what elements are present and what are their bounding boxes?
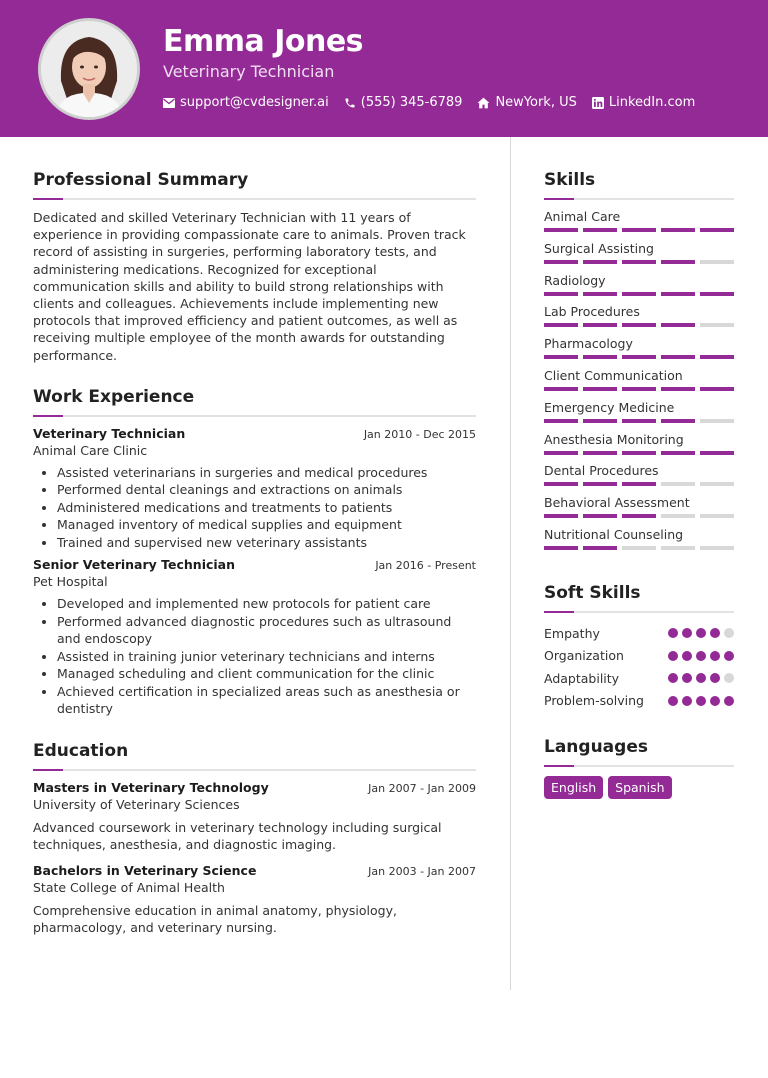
section-rule (544, 765, 734, 767)
skill-level-bar (544, 387, 734, 391)
skill-item (544, 368, 734, 400)
skill-item (544, 495, 734, 527)
job-company: Animal Care Clinic (33, 442, 148, 458)
rating-dot (668, 673, 678, 683)
summary-section (33, 170, 476, 364)
skill-level-bar (544, 323, 734, 327)
skill-name: Radiology (544, 272, 606, 288)
soft-skill-item (544, 622, 734, 645)
skill-level-segment (544, 451, 578, 455)
rating-dot (682, 628, 692, 638)
soft-skills-list (544, 622, 734, 712)
skills-section (544, 170, 734, 559)
rating-dot (668, 696, 678, 706)
skill-item (544, 432, 734, 464)
job-company: Pet Hospital (33, 574, 108, 590)
home-icon (477, 97, 490, 109)
skill-level-bar (544, 419, 734, 423)
skill-level-segment (661, 419, 695, 423)
skill-level-segment (583, 355, 617, 359)
skill-item (544, 304, 734, 336)
skill-level-segment (661, 323, 695, 327)
skill-level-segment (583, 387, 617, 391)
education-degree: Masters in Veterinary Technology (33, 779, 269, 795)
section-rule (33, 769, 476, 771)
education-dates: Jan 2003 - Jan 2007 (368, 864, 476, 878)
skill-level-segment (622, 355, 656, 359)
skill-level-segment (544, 546, 578, 550)
skill-level-segment (544, 387, 578, 391)
soft-skill-rating (668, 696, 734, 706)
skill-name: Nutritional Counseling (544, 526, 684, 542)
job-bullet: • Assisted in training junior veterinary technicians and interns (57, 648, 476, 666)
skill-level-segment (544, 355, 578, 359)
summary-text: Dedicated and skilled Veterinary Technician with 11 years of experience in providing compassionate care to animals. Proven track record of assisting in surgeries, performing laboratory tests, and administering medications. Recognized for exceptional communication skills and ability to build strong relationships with clients and colleagues. Achievements include implementing new protocols that improved efficiency and patient outcomes, as well as receiving multiple employee of the month awards for outstanding performance. (33, 210, 466, 363)
rating-dot (724, 628, 734, 638)
skill-level-segment (661, 451, 695, 455)
skill-item (544, 527, 734, 559)
skill-level-segment (544, 323, 578, 327)
skill-level-bar (544, 292, 734, 296)
skill-level-segment (622, 228, 656, 232)
education-description: Comprehensive education in animal anatomy, physiology, pharmacology, and veterinary nursing. (33, 902, 397, 936)
job-entry (33, 426, 476, 552)
education-school: State College of Animal Health (33, 879, 225, 895)
skill-level-bar (544, 355, 734, 359)
skill-level-segment (583, 228, 617, 232)
soft-skill-name: Organization (544, 648, 624, 664)
skill-level-segment (583, 419, 617, 423)
job-dates: Jan 2016 - Present (375, 559, 476, 573)
job-bullet: • Administered medications and treatments to patients (57, 499, 476, 517)
job-dates: Jan 2010 - Dec 2015 (363, 427, 476, 441)
job-bullet: • Developed and implemented new protocols for patient care (57, 595, 476, 613)
rating-dot (668, 628, 678, 638)
rating-dot (710, 673, 720, 683)
contact-linkedin-text: LinkedIn.com (608, 95, 696, 110)
rating-dot (710, 696, 720, 706)
skill-level-segment (700, 546, 734, 550)
skill-level-bar (544, 260, 734, 264)
languages-heading: Languages (544, 736, 648, 757)
skill-level-segment (622, 387, 656, 391)
job-bullet: • Assisted veterinarians in surgeries and medical procedures (57, 464, 476, 482)
contact-phone[interactable] (344, 95, 463, 110)
job-bullets (33, 464, 476, 552)
education-entry (33, 863, 476, 937)
job-bullet: • Managed inventory of medical supplies and equipment (57, 516, 476, 534)
skill-level-segment (661, 387, 695, 391)
skill-level-segment (544, 419, 578, 423)
skill-level-segment (544, 514, 578, 518)
contact-location-text: NewYork, US (495, 95, 577, 110)
skill-name: Client Communication (544, 367, 683, 383)
job-bullet: • Trained and supervised new veterinary assistants (57, 534, 476, 552)
skill-level-segment (622, 451, 656, 455)
skill-level-segment (622, 260, 656, 264)
job-bullet: • Managed scheduling and client communication for the clinic (57, 665, 476, 683)
education-degree: Bachelors in Veterinary Science (33, 862, 257, 878)
rating-dot (682, 673, 692, 683)
contact-list (163, 95, 695, 110)
job-bullets (33, 595, 476, 718)
linkedin-icon (592, 97, 604, 109)
languages-section (544, 737, 734, 799)
skill-level-bar (544, 546, 734, 550)
header (0, 0, 768, 137)
skill-level-segment (583, 546, 617, 550)
rating-dot (724, 696, 734, 706)
skill-item (544, 209, 734, 241)
skill-level-segment (622, 514, 656, 518)
skill-level-bar (544, 482, 734, 486)
contact-email-text: support@cvdesigner.ai (180, 95, 329, 110)
skill-name: Emergency Medicine (544, 399, 675, 415)
rating-dot (710, 651, 720, 661)
rating-dot (724, 651, 734, 661)
skill-level-segment (583, 323, 617, 327)
skill-name: Dental Procedures (544, 463, 659, 479)
job-bullet: • Achieved certification in specialized areas such as anesthesia or dentistry (57, 683, 476, 718)
skill-level-segment (661, 292, 695, 296)
candidate-title: Veterinary Technician (163, 62, 335, 81)
contact-location (477, 95, 576, 110)
skill-level-segment (544, 228, 578, 232)
profile-photo (41, 21, 137, 117)
job-title: Veterinary Technician (33, 425, 186, 441)
contact-linkedin[interactable] (592, 95, 695, 110)
skill-level-segment (622, 419, 656, 423)
skill-level-segment (583, 482, 617, 486)
skill-level-segment (544, 260, 578, 264)
candidate-name: Emma Jones (163, 24, 364, 59)
soft-skill-rating (668, 628, 734, 638)
soft-skills-heading: Soft Skills (544, 582, 641, 603)
soft-skill-rating (668, 651, 734, 661)
skill-level-segment (700, 514, 734, 518)
skill-level-segment (700, 292, 734, 296)
education-heading: Education (33, 740, 129, 761)
rating-dot (682, 651, 692, 661)
skill-item (544, 336, 734, 368)
skill-level-segment (700, 260, 734, 264)
skill-name: Behavioral Assessment (544, 495, 690, 511)
job-bullet: • Performed dental cleanings and extractions on animals (57, 481, 476, 499)
skill-name: Pharmacology (544, 336, 633, 352)
rating-dot (696, 673, 706, 683)
skill-level-segment (544, 482, 578, 486)
skill-level-segment (661, 514, 695, 518)
skill-item (544, 273, 734, 305)
skill-level-segment (583, 451, 617, 455)
language-tag: Spanish (608, 776, 671, 799)
rating-dot (724, 673, 734, 683)
experience-heading: Work Experience (33, 386, 195, 407)
skill-item (544, 241, 734, 273)
rating-dot (682, 696, 692, 706)
skill-level-segment (622, 292, 656, 296)
skill-level-segment (661, 546, 695, 550)
job-title: Senior Veterinary Technician (33, 557, 236, 573)
skill-level-segment (661, 355, 695, 359)
soft-skill-name: Empathy (544, 625, 600, 641)
skill-item (544, 463, 734, 495)
rating-dot (696, 651, 706, 661)
avatar (38, 18, 140, 120)
summary-heading: Professional Summary (33, 170, 249, 190)
skill-level-segment (700, 323, 734, 327)
job-entry (33, 557, 476, 718)
skill-level-segment (700, 419, 734, 423)
skill-level-segment (661, 482, 695, 486)
main-column (33, 170, 476, 946)
skill-level-segment (583, 260, 617, 264)
skill-level-segment (700, 228, 734, 232)
skill-level-segment (583, 514, 617, 518)
language-tag: English (544, 776, 603, 799)
soft-skill-name: Adaptability (544, 670, 620, 686)
skill-level-segment (700, 387, 734, 391)
skill-level-segment (700, 451, 734, 455)
rating-dot (696, 628, 706, 638)
rating-dot (668, 651, 678, 661)
skills-heading: Skills (544, 170, 596, 190)
section-rule (33, 415, 476, 417)
soft-skill-item (544, 644, 734, 667)
skill-level-segment (622, 546, 656, 550)
languages-list (544, 776, 734, 799)
side-column (544, 170, 734, 799)
contact-phone-text: (555) 345-6789 (360, 95, 463, 110)
skill-item (544, 400, 734, 432)
contact-email[interactable] (163, 95, 329, 110)
skill-level-bar (544, 451, 734, 455)
soft-skill-item (544, 667, 734, 690)
skill-name: Anesthesia Monitoring (544, 431, 684, 447)
soft-skill-name: Problem-solving (544, 693, 644, 709)
section-rule (544, 611, 734, 613)
skill-level-segment (583, 292, 617, 296)
phone-icon (344, 97, 356, 109)
skill-level-segment (622, 323, 656, 327)
job-bullet: • Performed advanced diagnostic procedures such as ultrasound and endoscopy (57, 613, 476, 648)
skill-name: Surgical Assisting (544, 240, 654, 256)
education-dates: Jan 2007 - Jan 2009 (368, 781, 476, 795)
education-entry (33, 780, 476, 854)
education-section (33, 741, 476, 937)
skill-level-segment (661, 260, 695, 264)
education-school: University of Veterinary Sciences (33, 796, 240, 812)
skill-level-segment (622, 482, 656, 486)
education-description: Advanced coursework in veterinary technology including surgical techniques, anesthesia, and diagnostic imaging. (33, 819, 442, 853)
skill-level-bar (544, 228, 734, 232)
skill-level-segment (544, 292, 578, 296)
skill-level-segment (700, 355, 734, 359)
skill-level-bar (544, 514, 734, 518)
skills-list (544, 209, 734, 559)
skill-name: Animal Care (544, 209, 621, 224)
envelope-icon (163, 98, 175, 108)
skill-level-segment (661, 228, 695, 232)
rating-dot (710, 628, 720, 638)
rating-dot (696, 696, 706, 706)
skill-name: Lab Procedures (544, 304, 640, 320)
section-rule (33, 198, 476, 200)
soft-skill-item (544, 689, 734, 712)
section-rule (544, 198, 734, 200)
column-divider (510, 137, 511, 990)
skill-level-segment (700, 482, 734, 486)
experience-section (33, 387, 476, 718)
soft-skills-section (544, 583, 734, 712)
soft-skill-rating (668, 673, 734, 683)
